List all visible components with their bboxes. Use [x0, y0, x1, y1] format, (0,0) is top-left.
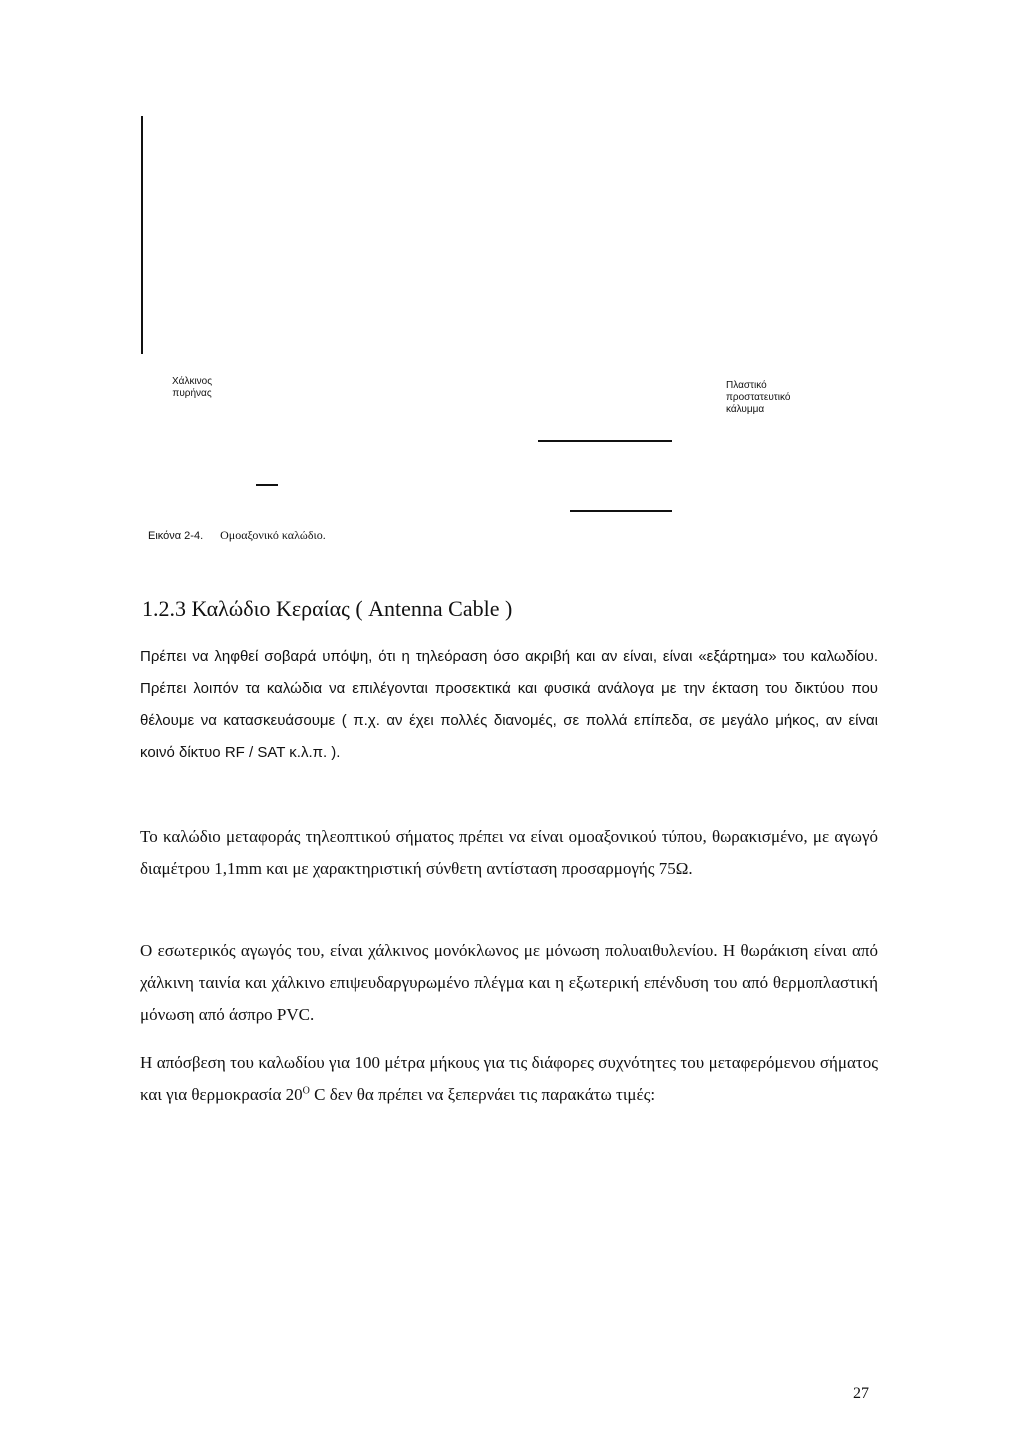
copper-core-label-line1: Χάλκινος	[172, 376, 213, 387]
paragraph-1: Πρέπει να ληφθεί σοβαρά υπόψη, ότι η τηλεόραση όσο ακριβή και αν είναι, είναι «εξάρτημα» του καλωδίου. Πρέπει λοιπόν τα καλώδια να επιλέγονται προσεκτικά και φυσικά ανάλογα με την έκταση του δικτύου που θέλουμε να κατασκευάσουμε ( π.χ. αν έχει πολλές διανομές, σε πολλά επίπεδα, σε μεγάλο μήκος, αν είναι κοινό δίκτυο RF / SAT κ.λ.π. ).	[140, 648, 878, 761]
page-number: 27	[853, 1385, 869, 1402]
figure-left-border	[141, 116, 143, 354]
degree-superscript: O	[302, 1085, 310, 1097]
paragraph-4-text-b: C δεν θα πρέπει να ξεπερνάει τις παρακάτω τιμές:	[309, 1085, 656, 1104]
plastic-jacket-label-line1: Πλαστικό	[726, 380, 767, 391]
plastic-jacket-label-line2: προστατευτικό	[726, 392, 791, 403]
copper-core-label-line2: πυρήνας	[172, 388, 212, 399]
plastic-jacket-label-line3: κάλυμμα	[726, 404, 765, 415]
paragraph-2: Το καλώδιο μεταφοράς τηλεοπτικού σήματος πρέπει να είναι ομοαξονικού τύπου, θωρακισμένο, με αγωγό διαμέτρου 1,1mm και με χαρακτηριστική σύνθετη αντίσταση προσαρμογής 75Ω.	[140, 827, 878, 878]
copper-core-label	[172, 376, 212, 400]
figure-leader-line-2	[256, 484, 278, 486]
figure-leader-line-3	[570, 510, 672, 512]
plastic-jacket-label	[726, 380, 790, 416]
figure-leader-line-1	[538, 440, 672, 442]
section-heading: 1.2.3 Καλώδιο Κεραίας ( Antenna Cable )	[142, 596, 513, 621]
paragraph-3: Ο εσωτερικός αγωγός του, είναι χάλκινος μονόκλωνος με μόνωση πολυαιθυλενίου. Η θωράκιση είναι από χάλκινη ταινία και χάλκινο επιψευδαργυρωμένο πλέγμα και η εξωτερική επένδυση του από θερμοπλαστική μόνωση από άσπρο PVC.	[140, 941, 878, 1024]
paragraph-4	[140, 1047, 878, 1111]
paragraph-4-text-a: Η απόσβεση του καλωδίου για 100 μέτρα μήκους για τις διάφορες συχνότητες του μεταφερόμενου σήματος και για θερμοκρασία 20	[140, 1053, 878, 1104]
figure-caption	[148, 528, 326, 543]
figure-caption-number: Εικόνα 2-4.	[148, 530, 204, 542]
figure-caption-text: Ομοαξονικό καλώδιο.	[220, 528, 326, 542]
